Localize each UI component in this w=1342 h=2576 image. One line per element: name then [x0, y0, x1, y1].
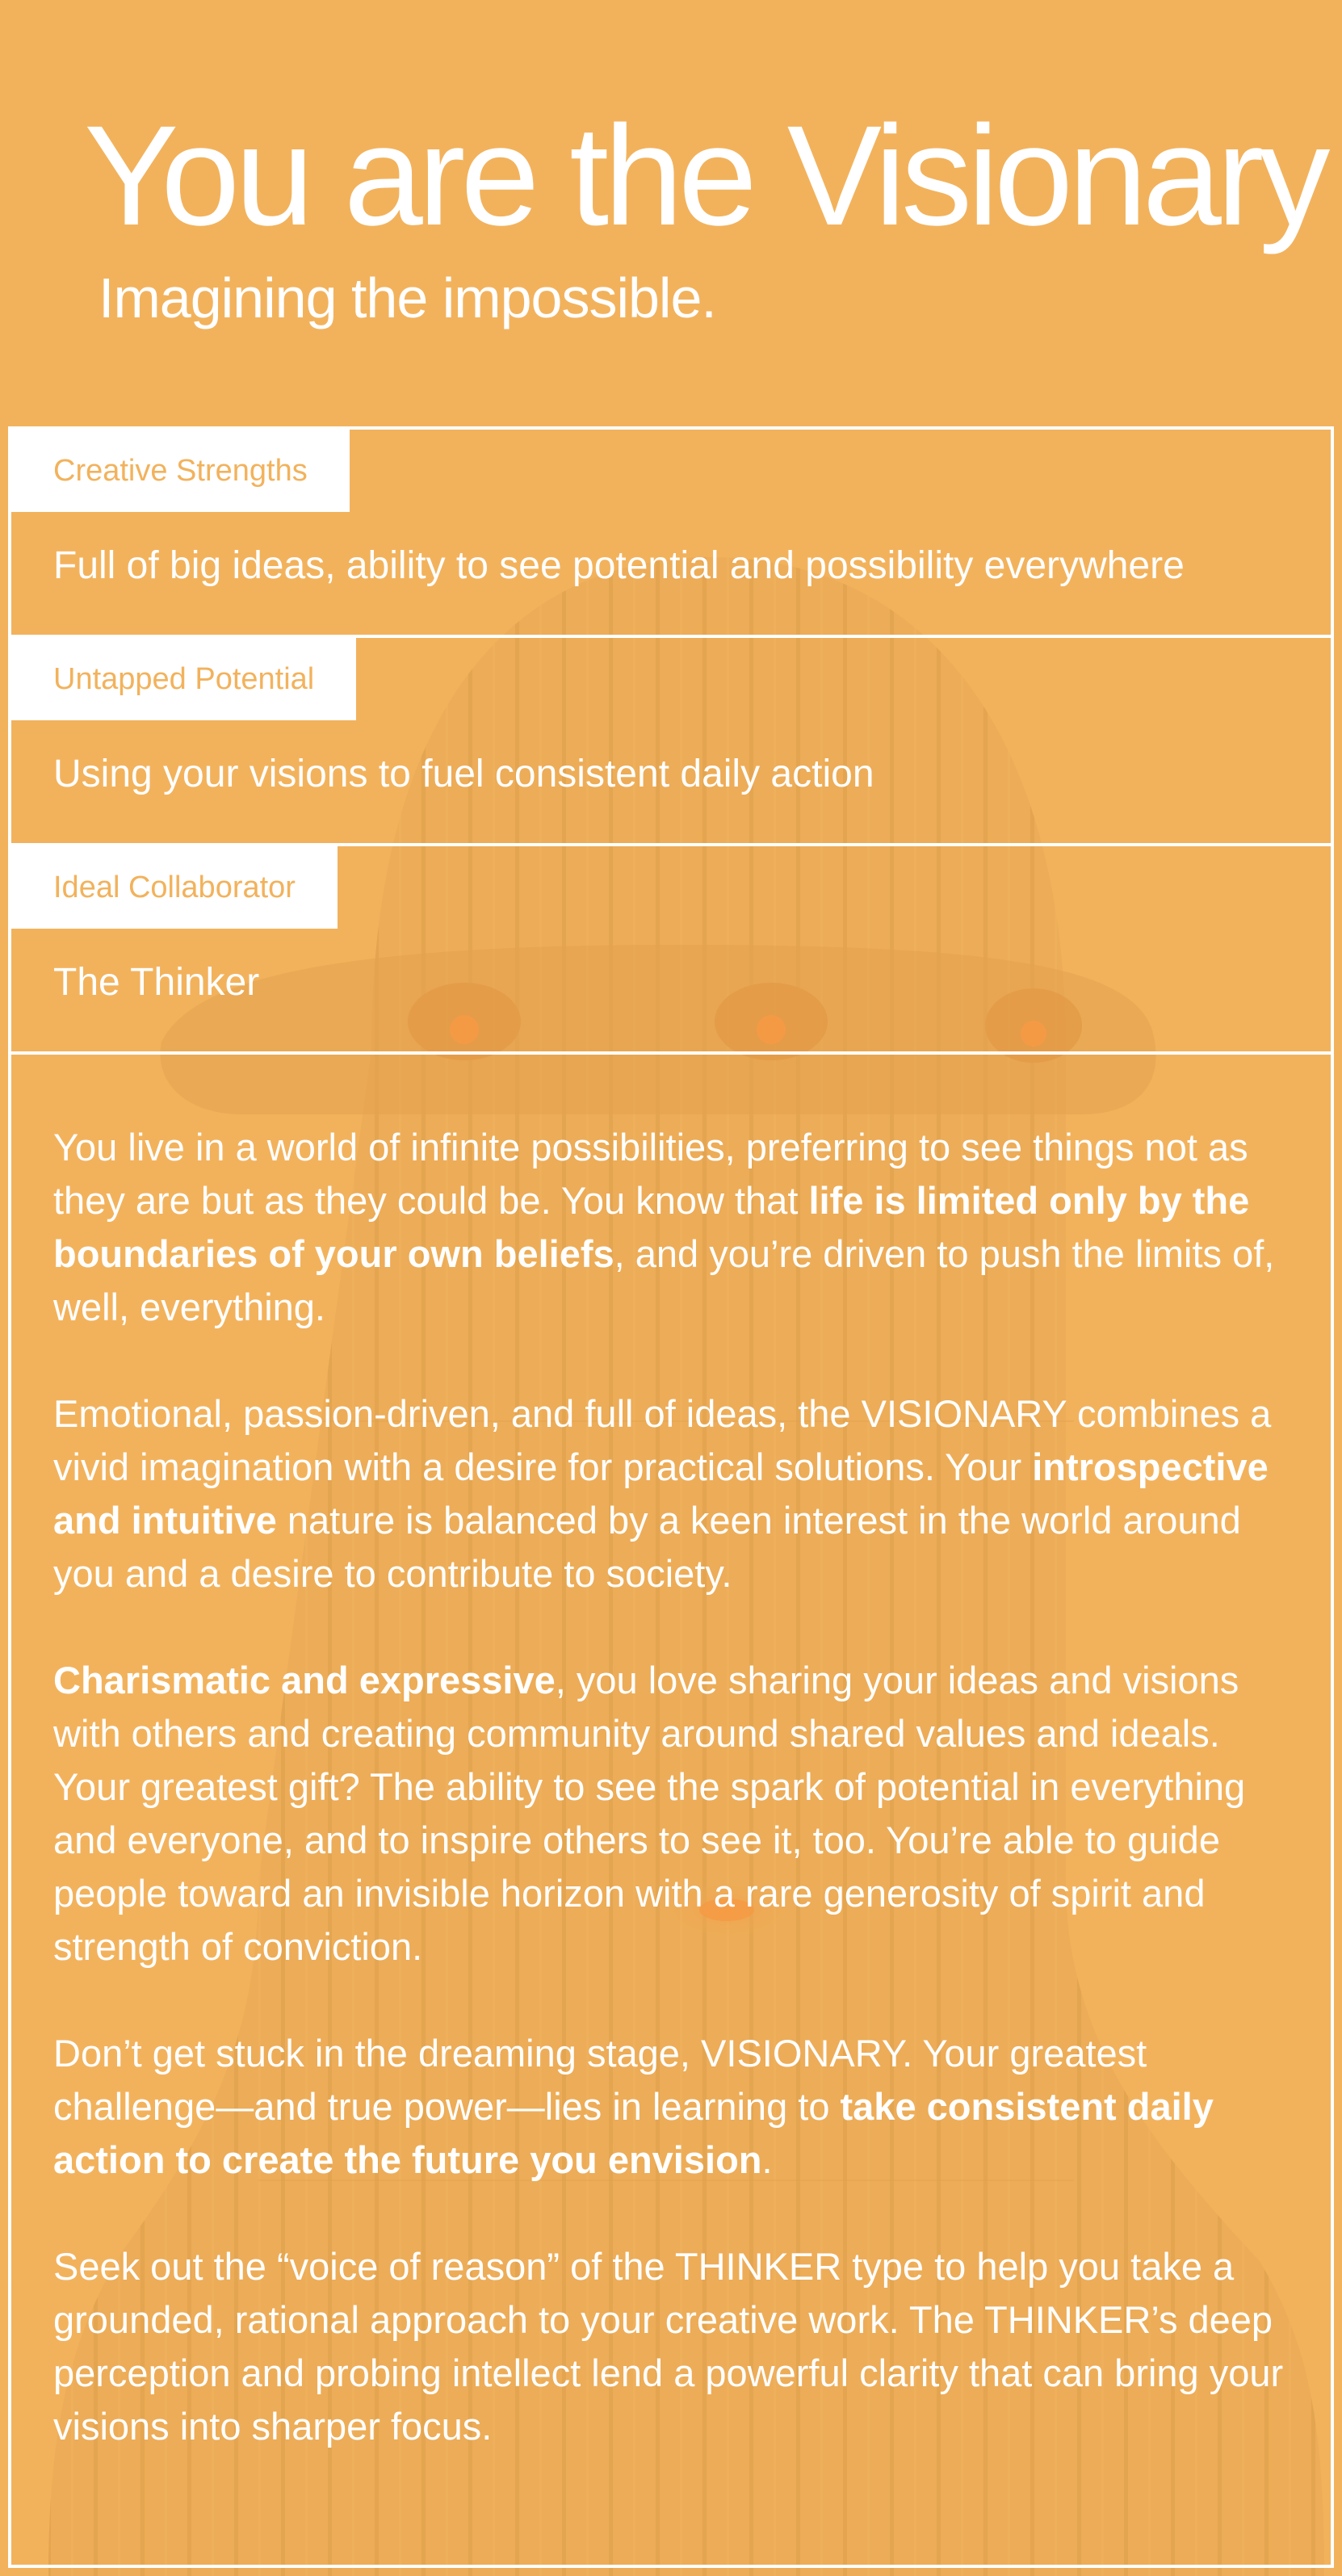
- trait-untapped-potential: [11, 638, 1331, 846]
- trait-value: Using your visions to fuel consistent daily action: [53, 753, 874, 795]
- paragraph: Don’t get stuck in the dreaming stage, VISIONARY. Your greatest challenge—and true power—lies in learning to take consistent daily action to create the future you envision.: [53, 2032, 1214, 2181]
- trait-value: The Thinker: [53, 961, 260, 1004]
- trait-label: Untapped Potential: [11, 638, 356, 720]
- trait-value: Full of big ideas, ability to see potential and possibility everywhere: [53, 544, 1185, 587]
- paragraph: Emotional, passion-driven, and full of ideas, the VISIONARY combines a vivid imagination with a desire for practical solutions. Your introspective and intuitive nature is balanced by a keen interest in the world around you and a desire to contribute to society.: [53, 1392, 1272, 1595]
- trait-ideal-collaborator: [11, 846, 1331, 1055]
- page-subtitle: Imagining the impossible.: [99, 266, 716, 329]
- page-title: You are the Visionary: [84, 97, 1326, 255]
- highlight: take consistent daily action to create the future you envision: [53, 2085, 1214, 2181]
- highlight: Charismatic and expressive: [53, 1659, 556, 1701]
- profile-frame: [8, 426, 1334, 2568]
- paragraph: You live in a world of infinite possibilities, preferring to see things not as they are but as they could be. You know that life is limited only by the boundaries of your own beliefs, and you’re driven to push the limits of, well, everything.: [53, 1126, 1275, 1328]
- highlight: introspective and intuitive: [53, 1445, 1269, 1542]
- trait-label: Ideal Collaborator: [11, 846, 338, 929]
- trait-label: Creative Strengths: [11, 430, 350, 512]
- paragraph: Charismatic and expressive, you love sharing your ideas and visions with others and creating community around shared values and ideals. Your greatest gift? The ability to see the spark of potential in everything and everyone, and to inspire others to see it, too. You’re able to guide people toward an invisible horizon with a rare generosity of spirit and strength of conviction.: [53, 1659, 1246, 1968]
- personality-description: [11, 1055, 1331, 2453]
- highlight: life is limited only by the boundaries of your own beliefs: [53, 1179, 1250, 1275]
- trait-creative-strengths: [11, 430, 1331, 638]
- paragraph: Seek out the “voice of reason” of the THINKER type to help you take a grounded, rational approach to your creative work. The THINKER’s deep perception and probing intellect lend a powerful clarity that can bring your visions into sharper focus.: [53, 2245, 1284, 2448]
